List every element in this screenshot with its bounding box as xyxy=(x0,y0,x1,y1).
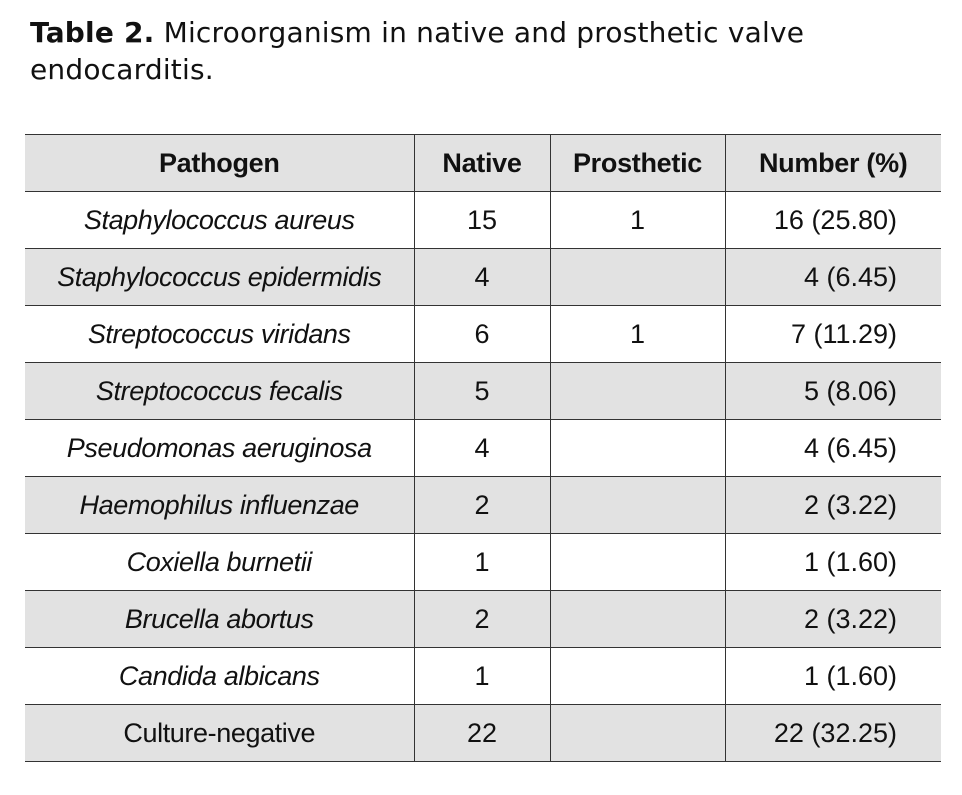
cell-prosthetic: 1 xyxy=(550,192,725,249)
cell-native: 4 xyxy=(414,249,550,306)
cell-number-percent: 2 (3.22) xyxy=(725,477,941,534)
cell-prosthetic xyxy=(550,249,725,306)
cell-number-percent: 22 (32.25) xyxy=(725,705,941,762)
table-header-row xyxy=(25,135,941,192)
table-row xyxy=(25,648,941,705)
cell-pathogen: Streptococcus fecalis xyxy=(25,363,414,420)
cell-native: 5 xyxy=(414,363,550,420)
cell-native: 1 xyxy=(414,648,550,705)
table-row xyxy=(25,249,941,306)
table-caption xyxy=(30,14,942,88)
table-row xyxy=(25,192,941,249)
cell-pathogen: Streptococcus viridans xyxy=(25,306,414,363)
cell-prosthetic xyxy=(550,648,725,705)
header-native: Native xyxy=(414,135,550,192)
cell-prosthetic xyxy=(550,420,725,477)
table-row xyxy=(25,306,941,363)
cell-number-percent: 4 (6.45) xyxy=(725,420,941,477)
cell-pathogen: Haemophilus influenzae xyxy=(25,477,414,534)
cell-native: 4 xyxy=(414,420,550,477)
cell-prosthetic xyxy=(550,591,725,648)
cell-number-percent: 2 (3.22) xyxy=(725,591,941,648)
microorganism-table xyxy=(25,134,941,762)
table-caption-text: Microorganism in native and prosthetic valve endocarditis. xyxy=(30,16,805,86)
table-row xyxy=(25,477,941,534)
cell-native: 22 xyxy=(414,705,550,762)
cell-native: 1 xyxy=(414,534,550,591)
header-number-percent: Number (%) xyxy=(725,135,941,192)
cell-pathogen: Staphylococcus epidermidis xyxy=(25,249,414,306)
cell-number-percent: 7 (11.29) xyxy=(725,306,941,363)
cell-number-percent: 4 (6.45) xyxy=(725,249,941,306)
cell-prosthetic: 1 xyxy=(550,306,725,363)
cell-native: 15 xyxy=(414,192,550,249)
cell-pathogen: Coxiella burnetii xyxy=(25,534,414,591)
cell-native: 2 xyxy=(414,591,550,648)
cell-prosthetic xyxy=(550,477,725,534)
cell-number-percent: 1 (1.60) xyxy=(725,648,941,705)
cell-native: 6 xyxy=(414,306,550,363)
table-row xyxy=(25,534,941,591)
cell-number-percent: 5 (8.06) xyxy=(725,363,941,420)
table-body xyxy=(25,192,941,762)
cell-pathogen: Staphylococcus aureus xyxy=(25,192,414,249)
cell-number-percent: 16 (25.80) xyxy=(725,192,941,249)
cell-pathogen: Candida albicans xyxy=(25,648,414,705)
cell-pathogen: Pseudomonas aeruginosa xyxy=(25,420,414,477)
table-row xyxy=(25,363,941,420)
table-row xyxy=(25,420,941,477)
cell-pathogen: Culture-negative xyxy=(25,705,414,762)
cell-pathogen: Brucella abortus xyxy=(25,591,414,648)
table-row xyxy=(25,591,941,648)
cell-number-percent: 1 (1.60) xyxy=(725,534,941,591)
table-caption-label: Table 2. xyxy=(30,16,155,49)
cell-native: 2 xyxy=(414,477,550,534)
cell-prosthetic xyxy=(550,705,725,762)
cell-prosthetic xyxy=(550,534,725,591)
table-row xyxy=(25,705,941,762)
header-pathogen: Pathogen xyxy=(25,135,414,192)
header-prosthetic: Prosthetic xyxy=(550,135,725,192)
cell-prosthetic xyxy=(550,363,725,420)
